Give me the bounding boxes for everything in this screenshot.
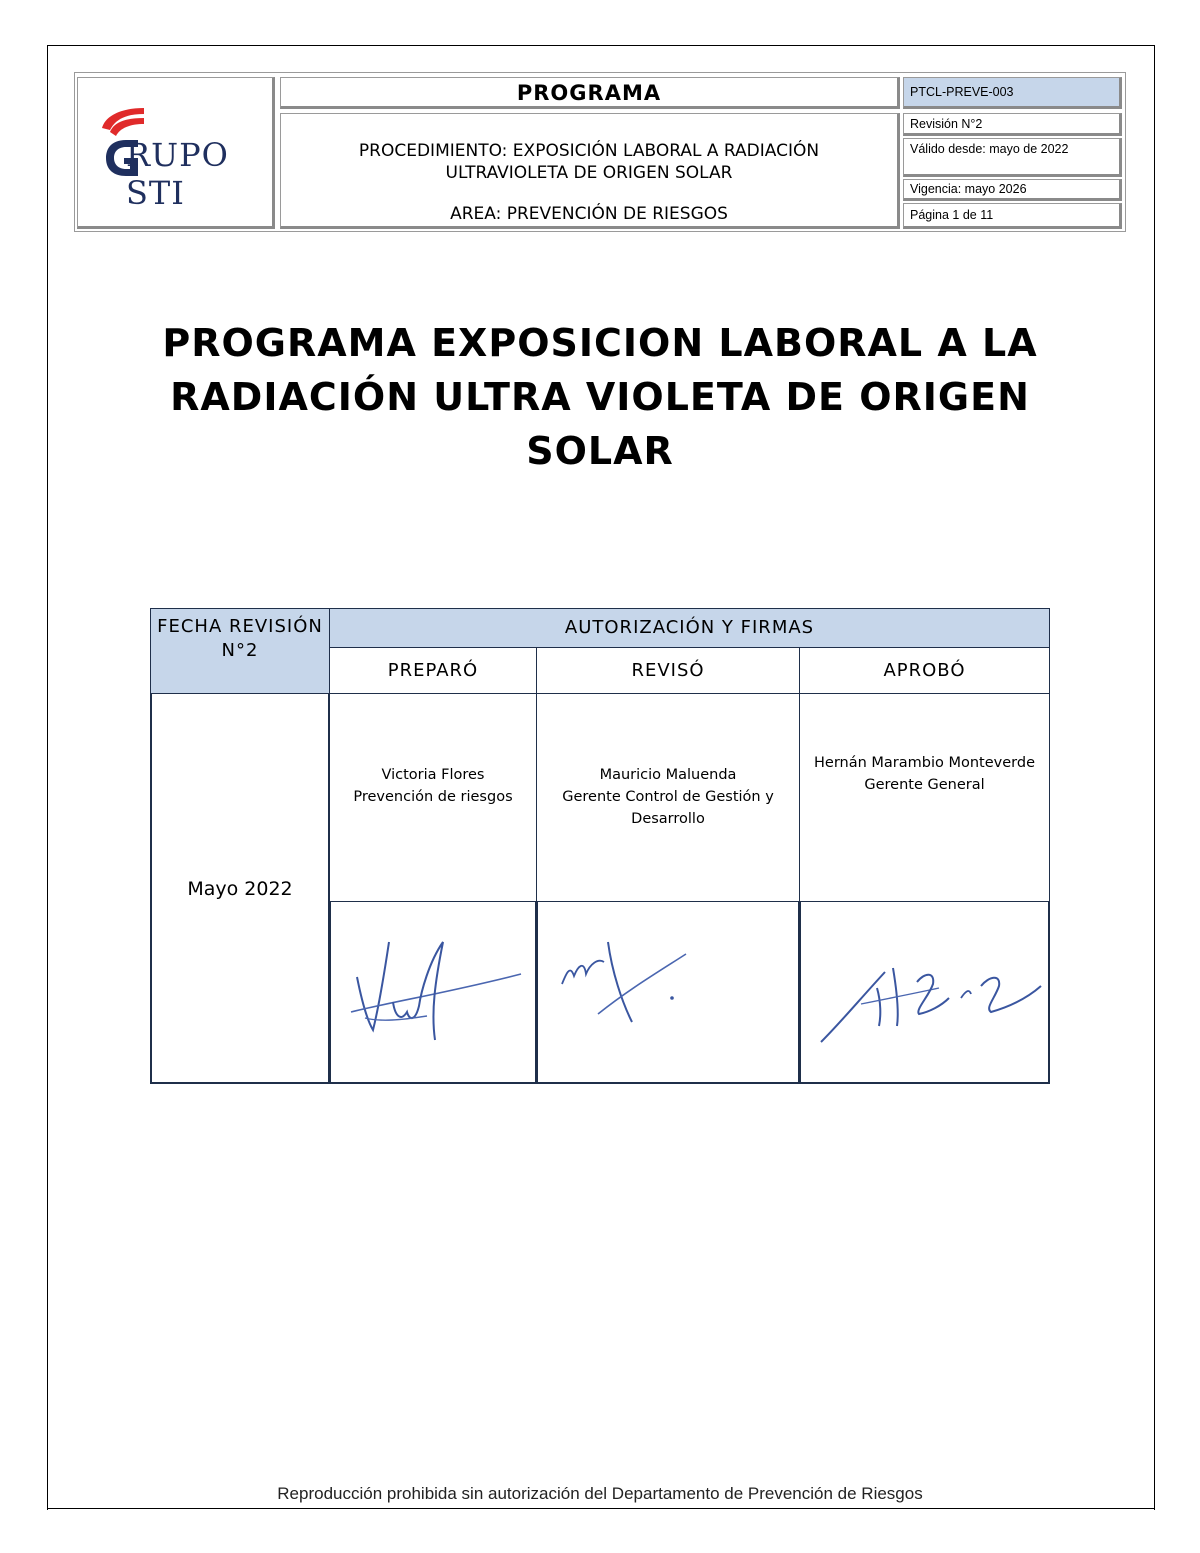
reviewer-cell <box>536 693 800 902</box>
preparer-signature <box>331 902 537 1083</box>
approver-signature-cell <box>799 901 1050 1084</box>
column-header-prepared <box>329 647 537 694</box>
column-label: PREPARÓ <box>387 660 479 681</box>
person-name: Hernán Marambio Monteverde <box>814 755 1035 771</box>
main-title: PROGRAMA EXPOSICION LABORAL A LA RADIACIÓN ULTRA VIOLETA DE ORIGEN SOLAR <box>162 321 1038 473</box>
logo-text: RUPO STI <box>126 136 229 212</box>
document-header <box>74 72 1126 232</box>
reviewer-signature <box>538 902 800 1083</box>
preparer-cell <box>329 693 537 902</box>
person-role: Gerente General <box>864 777 985 793</box>
footer-notice: Reproducción prohibida sin autorización del Departamento de Prevención de Riesgos <box>277 1484 923 1503</box>
fecha-value: Mayo 2022 <box>187 878 293 900</box>
fecha-header: FECHA REVISIÓN N°2 <box>157 616 323 661</box>
area-label: AREA: PREVENCIÓN DE RIESGOS <box>450 204 728 224</box>
person-role: Prevención de riesgos <box>353 789 513 805</box>
page-number: Página 1 de 11 <box>903 203 1122 229</box>
reviewer-signature-cell <box>536 901 800 1084</box>
fecha-header-cell <box>150 608 330 694</box>
person-name: Victoria Flores <box>381 767 485 783</box>
person-role: Gerente Control de Gestión y Desarrollo <box>562 789 774 827</box>
column-header-reviewed <box>536 647 800 694</box>
column-label: REVISÓ <box>631 660 705 681</box>
column-label: APROBÓ <box>883 660 966 681</box>
page-bottom-rule <box>47 1508 1154 1509</box>
fecha-cell <box>150 693 330 1084</box>
auth-header: AUTORIZACIÓN Y FIRMAS <box>564 617 815 638</box>
document-code: PTCL-PREVE-003 <box>903 77 1122 109</box>
valid-from: Válido desde: mayo de 2022 <box>903 138 1122 177</box>
auth-header-cell <box>329 608 1050 648</box>
preparer-signature-cell <box>329 901 537 1084</box>
person-name: Mauricio Maluenda <box>599 767 737 783</box>
procedure-title: PROCEDIMIENTO: EXPOSICIÓN LABORAL A RADIACIÓN ULTRAVIOLETA DE ORIGEN SOLAR <box>358 141 820 183</box>
revision-number: Revisión N°2 <box>903 113 1122 136</box>
column-header-approved <box>799 647 1050 694</box>
program-label: PROGRAMA <box>280 77 900 109</box>
validity: Vigencia: mayo 2026 <box>903 179 1122 201</box>
approver-signature <box>801 902 1050 1083</box>
procedure-cell <box>280 113 900 229</box>
logo-cell <box>77 77 275 229</box>
approver-cell <box>799 693 1050 902</box>
signatures-table <box>150 608 1050 1084</box>
